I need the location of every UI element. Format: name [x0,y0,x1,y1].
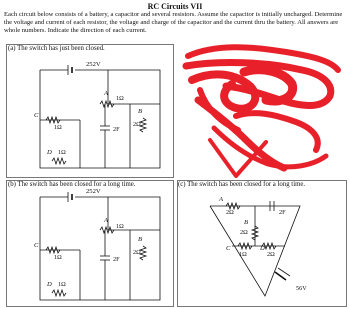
part-a-resistor-d-value: 1Ω [58,149,66,156]
part-a-resistor-a-value: 1Ω [116,95,124,102]
part-a-resistor-c-label: C [34,112,39,119]
part-a-resistor-d-label: D [47,149,52,156]
part-c-resistor-c-label: C [226,245,231,252]
part-a-capacitor-label: 2F [113,126,120,133]
part-c-resistor-b-value: 2Ω [240,229,248,236]
red-scribble [186,47,338,176]
resistor-b-b-zigzag [140,246,146,260]
page-title: RC Circuits VII [147,2,203,11]
part-a-label: (a) The switch has just been closed. [8,45,105,52]
part-b-battery-label: 252V [86,188,101,195]
part-b-resistor-b-value: 2Ω [133,249,141,256]
part-a-resistor-c-value: 1Ω [54,124,62,131]
part-b-resistor-a-value: 1Ω [116,223,124,230]
resistor-b-zigzag [140,118,146,132]
part-c-resistor-a-label: A [219,196,224,203]
part-b-resistor-a-label: A [104,217,109,224]
part-c-battery-label: 56V [296,285,307,292]
part-b-resistor-b-label: B [138,236,143,243]
part-b-resistor-d-label: D [47,281,52,288]
part-b-resistor-d-value: 1Ω [58,281,66,288]
part-a-resistor-b-value: 2Ω [133,121,141,128]
circuit-c [210,201,300,296]
part-c-resistor-a-value: 2Ω [226,209,234,216]
part-a-battery-label: 252V [86,61,101,68]
problem-intro: Each circuit below consists of a battery, a capacitor and several resistors. Assume the capacitor is initially uncharged. Determine the voltage and current of each resistor, the voltage and charge of the capacitor and the current thru the battery. All answers are whole numbers. Indicate the direction of each current. [4,11,343,35]
part-b-resistor-c-value: 1Ω [54,254,62,261]
part-c-capacitor-label: 2F [279,209,286,216]
part-c-label: (c) The switch has been closed for a long time. [178,181,306,188]
resistor-b-d-zigzag [52,290,66,296]
resistor-d-zigzag [52,158,66,164]
part-b-label: (b) The switch has been closed for a long time. [8,181,136,188]
part-c-resistor-b-label: B [244,219,249,226]
part-c-resistor-d-value: 2Ω [267,251,275,258]
part-a-resistor-a-label: A [104,90,109,97]
part-b-resistor-c-label: C [34,242,39,249]
part-a-resistor-b-label: B [138,108,143,115]
part-c-resistor-d-label: D [260,245,265,252]
part-c-resistor-c-value: 1Ω [239,251,247,258]
part-b-capacitor-label: 2F [113,256,120,263]
